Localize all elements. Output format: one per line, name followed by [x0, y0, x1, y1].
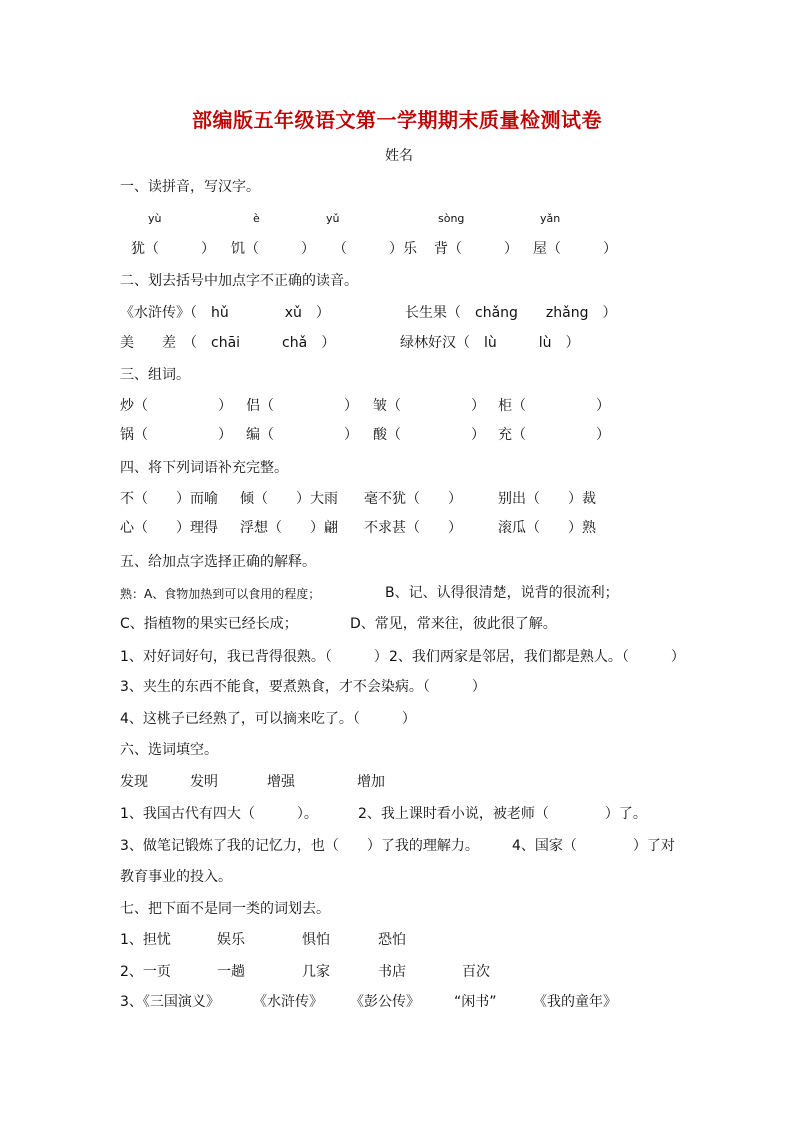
s7-r1-2: 娱乐 — [217, 932, 245, 948]
s5-q3: 3、夹生的东西不能食，要煮熟食，才不会染病。（ ） — [120, 679, 486, 695]
s4-r2-2: 浮想（ ）翩 — [240, 520, 338, 536]
s6-word-3: 增强 — [267, 774, 295, 790]
s5-def-b: B、记、认得很清楚，说背的很流利； — [385, 585, 619, 601]
s7-r3-1: 3、《三国演义》 — [120, 994, 220, 1010]
pinyin-4: sòng — [438, 212, 465, 225]
pinyin-5: yǎn — [540, 212, 561, 225]
s3-r2-3: 酸（ ） — [373, 427, 485, 443]
s6-q3: 3、做笔记锻炼了我的记忆力，也（ ）了我的理解力。 — [120, 838, 479, 854]
s4-r1-3: 毫不犹（ ） — [364, 491, 462, 507]
s1-item-3: （ ）乐 — [333, 241, 417, 257]
s7-r2-3: 几家 — [302, 964, 330, 980]
s4-r1-1: 不（ ）而喻 — [120, 491, 218, 507]
s7-r2-4: 书店 — [378, 964, 406, 980]
s5-q4: 4、这桃子已经熟了，可以摘来吃了。（ ） — [120, 711, 416, 727]
pinyin-2: è — [253, 212, 260, 225]
name-label: 姓名 — [385, 148, 413, 164]
s4-r2-4: 滚瓜（ ）熟 — [498, 520, 596, 536]
s4-r2-3: 不求甚（ ） — [364, 520, 462, 536]
s6-q1: 1、我国古代有四大（ ）。 — [120, 806, 318, 822]
s7-r2-1: 2、一页 — [120, 964, 171, 980]
s3-r1-3: 皱（ ） — [373, 398, 485, 414]
s5-def-d: D、常见，常来往，彼此很了解。 — [350, 616, 557, 632]
s7-r1-1: 1、担忧 — [120, 932, 171, 948]
s1-item-2: 饥（ ） — [231, 241, 315, 257]
section-5-heading: 五、给加点字选择正确的解释。 — [120, 554, 316, 570]
section-3-heading: 三、组词。 — [120, 367, 190, 383]
s6-q4: 4、国家（ ）了对 — [512, 838, 675, 854]
s7-r2-2: 一趟 — [217, 964, 245, 980]
s6-q4-cont: 教育事业的投入。 — [120, 869, 232, 885]
s7-r2-5: 百次 — [462, 964, 490, 980]
section-2-heading: 二、划去括号中加点字不正确的读音。 — [120, 273, 358, 289]
s7-r1-4: 恐怕 — [378, 932, 406, 948]
s1-item-1: 犹（ ） — [131, 241, 215, 257]
s1-item-5: 屋（ ） — [533, 241, 617, 257]
s3-r1-1: 炒（ ） — [120, 398, 232, 414]
s3-r2-1: 锅（ ） — [120, 427, 232, 443]
s7-r1-3: 惧怕 — [302, 932, 330, 948]
s7-r3-2: 《水浒传》 — [253, 994, 323, 1010]
s5-def-c: C、指植物的果实已经长成； — [120, 616, 298, 632]
s6-word-1: 发现 — [120, 774, 148, 790]
s6-q2: 2、我上课时看小说，被老师（ ）了。 — [358, 806, 647, 822]
s7-r3-5: 《我的童年》 — [533, 994, 617, 1010]
section-4-heading: 四、将下列词语补充完整。 — [120, 460, 288, 476]
s7-r3-4: “闲书” — [454, 994, 497, 1010]
s3-r2-4: 充（ ） — [498, 427, 610, 443]
s7-r3-3: 《彭公传》 — [350, 994, 420, 1010]
pinyin-3: yǔ — [326, 212, 340, 225]
s6-word-4: 增加 — [357, 774, 385, 790]
s4-r1-2: 倾（ ）大雨 — [240, 491, 338, 507]
s5-def-a: 熟：A、食物加热到可以食用的程度； — [120, 587, 321, 601]
s5-q1: 1、对好词好句，我已背得很熟。（ ） — [120, 649, 388, 665]
s3-r2-2: 编（ ） — [246, 427, 358, 443]
s4-r2-1: 心（ ）理得 — [120, 520, 218, 536]
pinyin-1: yù — [148, 212, 162, 225]
section-6-heading: 六、选词填空。 — [120, 742, 218, 758]
s1-item-4: 背（ ） — [434, 241, 518, 257]
section-7-heading: 七、把下面不是同一类的词划去。 — [120, 901, 330, 917]
s2-row1-a: 《水浒传》（ hǔ xǔ ） — [120, 305, 330, 321]
s2-row1-b: 长生果（ chǎng zhǎng ） — [405, 305, 617, 321]
page-title: 部编版五年级语文第一学期期末质量检测试卷 — [192, 108, 602, 132]
s4-r1-4: 别出（ ）裁 — [498, 491, 596, 507]
s2-row2-a: 美 差 （ chāi chǎ ） — [120, 335, 336, 351]
section-1-heading: 一、读拼音，写汉字。 — [120, 179, 260, 195]
s5-q2: 2、我们两家是邻居，我们都是熟人。（ ） — [389, 649, 685, 665]
s2-row2-b: 绿林好汉（ lù lù ） — [400, 335, 580, 351]
s6-word-2: 发明 — [190, 774, 218, 790]
s3-r1-4: 柜（ ） — [498, 398, 610, 414]
s3-r1-2: 侣（ ） — [246, 398, 358, 414]
